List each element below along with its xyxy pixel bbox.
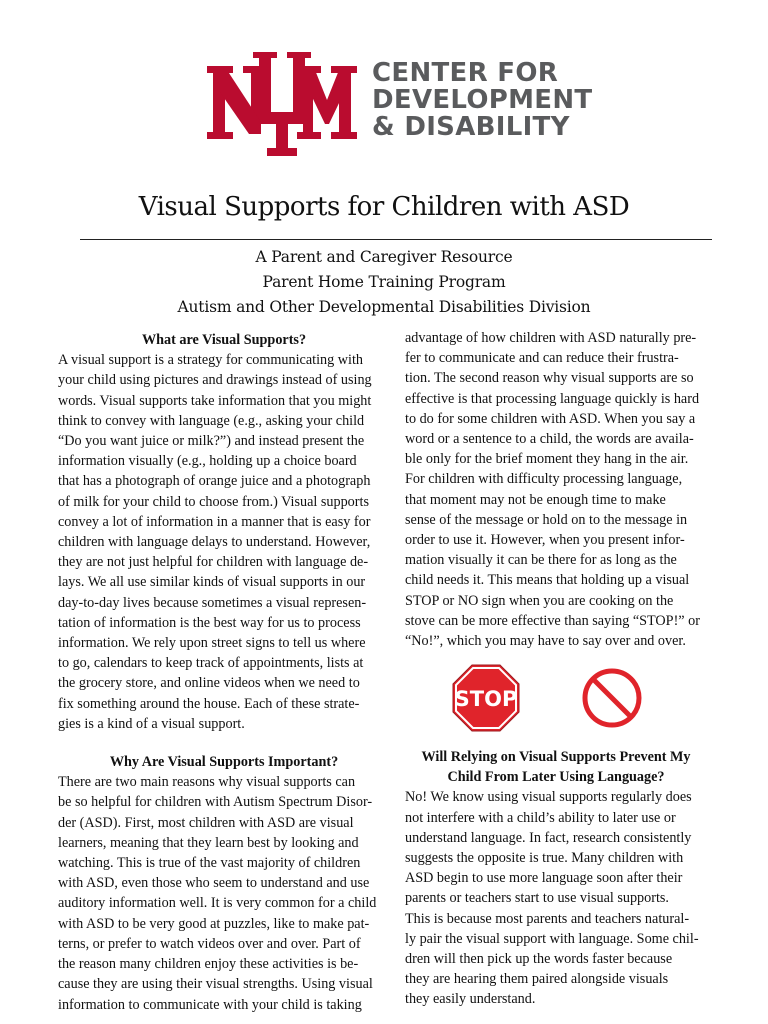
- section-body-what-are-visual-supports: [58, 350, 390, 734]
- document-title: Visual Supports for Children with ASD: [138, 192, 630, 222]
- text-line: fix something around the house. Each of these strate-: [58, 695, 360, 712]
- right-column: [405, 328, 707, 651]
- unm-monogram-icon: [207, 52, 357, 162]
- section-heading-why-important: Why Are Visual Supports Important?: [109, 754, 339, 771]
- text-line: the reason many children enjoy these activities is be-: [58, 956, 359, 973]
- stop-sign-text: STOP: [454, 687, 518, 711]
- section-body-continuation: [405, 328, 707, 651]
- logo-line-1: CENTER FOR: [372, 58, 559, 88]
- text-line: to do for some children with ASD. When you say a: [405, 410, 696, 427]
- text-line: ble only for the brief moment they hang in the air.: [405, 451, 689, 468]
- text-line: the grocery store, and online videos when we need to: [58, 675, 360, 692]
- text-line: fer to communicate and can reduce their frustra-: [405, 350, 679, 367]
- text-line: be so helpful for children with Autism Spectrum Disor-: [58, 794, 373, 811]
- text-line: ASD begin to use more language soon after their: [405, 870, 683, 887]
- text-line: think to convey with language (e.g., asking your child: [58, 412, 365, 429]
- section-body-why-important: [58, 772, 390, 1014]
- logo-line-2: DEVELOPMENT: [372, 85, 593, 115]
- text-line: watching. This is true of the vast majority of children: [58, 855, 361, 872]
- section-heading-line-2: Child From Later Using Language?: [447, 769, 665, 786]
- text-line: child needs it. This means that holding up a visual: [405, 572, 690, 589]
- text-line: information to communicate with your child is taking: [58, 996, 362, 1013]
- text-line: convey a lot of information in a manner that is easy for: [58, 513, 371, 530]
- text-line: For children with difficulty processing language,: [405, 471, 683, 488]
- text-line: suggests the opposite is true. Many children with: [405, 850, 684, 867]
- text-line: your child using pictures and drawings instead of using: [58, 372, 372, 389]
- text-line: advantage of how children with ASD naturally pre-: [405, 330, 697, 346]
- text-line: No! We know using visual supports regularly does: [405, 789, 692, 806]
- stop-sign-icon: [452, 664, 520, 732]
- subtitle-2: Parent Home Training Program: [262, 273, 506, 291]
- text-line: der (ASD). First, most children with ASD are visual: [58, 814, 354, 831]
- text-line: not interfere with a child’s ability to later use or: [405, 809, 676, 826]
- text-line: STOP or NO sign when you are cooking on the: [405, 592, 674, 609]
- text-line: tion. The second reason why visual supports are so: [405, 370, 694, 387]
- text-line: with ASD, even those who seem to understand and use: [58, 875, 370, 892]
- sign-images: [430, 658, 698, 738]
- text-line: “Do you want juice or milk?”) and instead present the: [58, 433, 365, 450]
- text-line: cause they are using their visual strengths. Using visual: [58, 976, 373, 993]
- text-line: ly pair the visual support with language. Some chil-: [405, 930, 699, 947]
- text-line: they are hearing them paired alongside visuals: [405, 971, 669, 988]
- left-column: [58, 330, 390, 1015]
- text-line: learners, meaning that they learn best by looking and: [58, 834, 359, 851]
- logo-line-3: & DISABILITY: [372, 112, 570, 142]
- text-line: There are two main reasons why visual supports can: [58, 774, 356, 791]
- section-body-relying: [405, 787, 707, 1009]
- text-line: auditory information well. It is very common for a child: [58, 895, 377, 912]
- text-line: effective is that processing language quickly is hard: [405, 390, 700, 407]
- no-symbol-icon: [580, 666, 644, 730]
- text-line: word or a sentence to a child, the words are availa-: [405, 431, 694, 448]
- text-line: lays. We all use similar kinds of visual supports in our: [58, 574, 366, 591]
- text-line: of milk for your child to choose from.) Visual supports: [58, 493, 369, 510]
- text-line: This is because most parents and teachers natural-: [405, 910, 690, 927]
- right-column-lower: [405, 747, 707, 1010]
- text-line: children with language delays to understand. However,: [58, 534, 371, 551]
- text-line: gies is a kind of a visual support.: [58, 715, 245, 732]
- text-line: tation of information is the best way for us to process: [58, 614, 361, 631]
- subtitle-1: A Parent and Caregiver Resource: [255, 248, 513, 266]
- section-heading-what-are-visual-supports: What are Visual Supports?: [141, 332, 307, 348]
- text-line: sense of the message or hold on to the message in: [405, 511, 688, 528]
- text-line: A visual support is a strategy for communicating with: [58, 352, 363, 369]
- text-line: they are not just helpful for children with language de-: [58, 554, 369, 571]
- subtitle-3: Autism and Other Developmental Disabilities Division: [177, 298, 591, 316]
- text-line: understand language. In fact, research consistently: [405, 829, 692, 846]
- text-line: information visually (e.g., holding up a choice board: [58, 453, 357, 470]
- unm-cdd-logo: [207, 46, 607, 168]
- text-line: that moment may not be enough time to make: [405, 491, 666, 508]
- text-line: stove can be more effective than saying “STOP!” or: [405, 612, 700, 629]
- text-line: information. We rely upon street signs to tell us where: [58, 635, 366, 652]
- text-line: with ASD to be very good at puzzles, like to make pat-: [58, 915, 370, 932]
- text-line: that has a photograph of orange juice and a photograph: [58, 473, 371, 490]
- text-line: “No!”, which you may have to say over and over.: [405, 633, 686, 650]
- text-line: to go, calendars to keep track of appointments, lists at: [58, 655, 364, 672]
- text-line: mation visually it can be there for as long as the: [405, 552, 677, 569]
- text-line: words. Visual supports take information that you might: [58, 392, 372, 409]
- text-line: order to use it. However, when you present infor-: [405, 532, 685, 549]
- text-line: dren will then pick up the words faster because: [405, 951, 673, 968]
- title-divider: [80, 239, 712, 240]
- section-heading-line-1: Will Relying on Visual Supports Prevent My: [421, 749, 691, 765]
- text-line: they easily understand.: [405, 991, 536, 1008]
- text-line: terns, or prefer to watch videos over and over. Part of: [58, 935, 361, 952]
- text-line: day-to-day lives because sometimes a visual represen-: [58, 594, 367, 611]
- text-line: parents or teachers start to use visual supports.: [405, 890, 669, 907]
- section-gap: [58, 734, 390, 752]
- logo-wordmark: [372, 60, 612, 141]
